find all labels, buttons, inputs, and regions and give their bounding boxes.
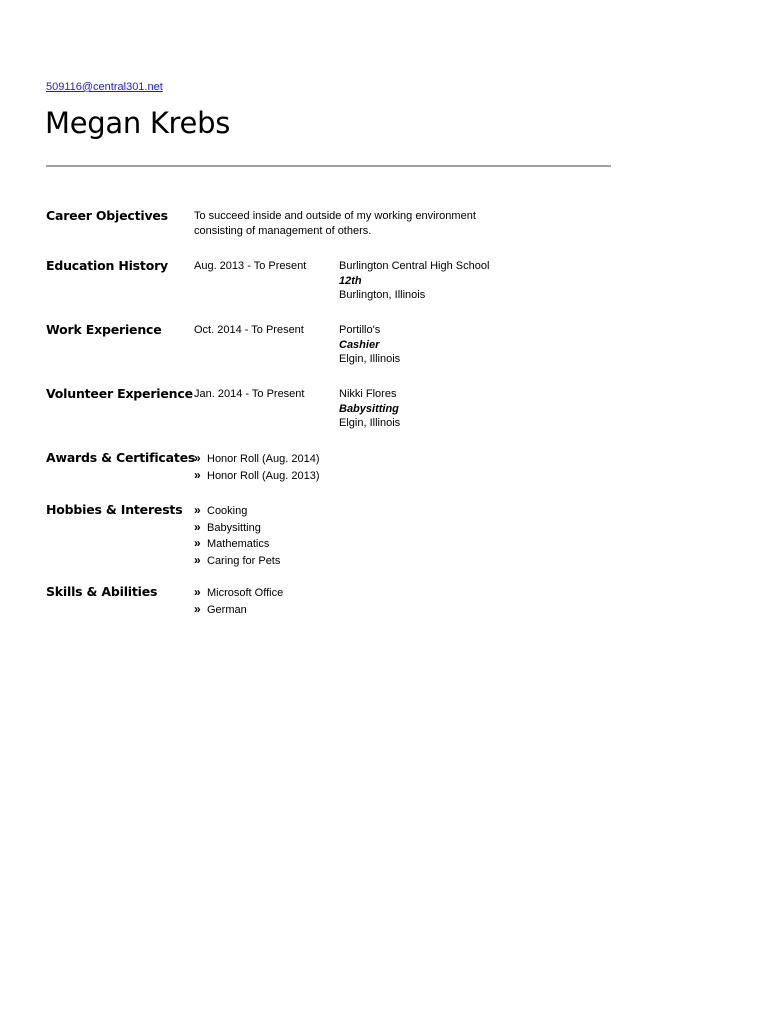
bullet-icon: »	[194, 503, 201, 517]
heading-hobbies-interests: Hobbies & Interests	[46, 502, 183, 517]
resume-name: Megan Krebs	[45, 106, 231, 140]
hobbies-list	[194, 503, 280, 569]
education-grade: 12th	[339, 274, 362, 287]
work-details	[339, 323, 400, 367]
education-location: Burlington, Illinois	[339, 289, 426, 301]
heading-skills-abilities: Skills & Abilities	[46, 584, 158, 599]
list-item: » German	[194, 601, 247, 616]
bullet-icon: »	[194, 467, 201, 482]
bullet-icon: »	[194, 552, 201, 567]
volunteer-organization: Nikki Flores	[339, 388, 397, 400]
volunteer-details	[339, 387, 400, 431]
list-item: » Babysitting	[194, 519, 261, 534]
awards-list	[194, 451, 320, 484]
volunteer-role: Babysitting	[339, 402, 399, 415]
list-item: » Honor Roll (Aug. 2013)	[194, 467, 320, 482]
bullet-icon: »	[194, 536, 201, 550]
bullet-icon: »	[194, 585, 201, 599]
education-details	[339, 259, 489, 303]
heading-awards-certificates: Awards & Certificates	[46, 450, 196, 465]
email-link[interactable]: 509116@central301.net	[46, 81, 163, 93]
heading-volunteer-experience: Volunteer Experience	[46, 386, 193, 401]
work-dates: Oct. 2014 - To Present	[194, 324, 304, 336]
work-location: Elgin, Illinois	[339, 353, 401, 365]
heading-career-objectives: Career Objectives	[46, 208, 168, 223]
education-dates: Aug. 2013 - To Present	[194, 260, 307, 272]
list-item: » Microsoft Office	[194, 585, 284, 599]
education-school: Burlington Central High School	[339, 260, 490, 272]
volunteer-location: Elgin, Illinois	[339, 417, 401, 429]
bullet-icon: »	[194, 519, 201, 534]
bullet-icon: »	[194, 601, 201, 616]
list-item: » Honor Roll (Aug. 2014)	[194, 451, 320, 465]
list-item: » Mathematics	[194, 536, 270, 550]
list-item: » Caring for Pets	[194, 552, 281, 567]
skills-list	[194, 585, 283, 618]
work-role: Cashier	[339, 338, 380, 351]
work-employer: Portillo's	[339, 324, 381, 336]
career-objective-text: To succeed inside and outside of my working environment consisting of management of others.	[194, 210, 476, 237]
heading-education-history: Education History	[46, 258, 168, 273]
bullet-icon: »	[194, 451, 201, 465]
heading-work-experience: Work Experience	[46, 322, 162, 337]
header-divider	[46, 165, 611, 167]
volunteer-dates: Jan. 2014 - To Present	[194, 388, 305, 400]
list-item: » Cooking	[194, 503, 248, 517]
